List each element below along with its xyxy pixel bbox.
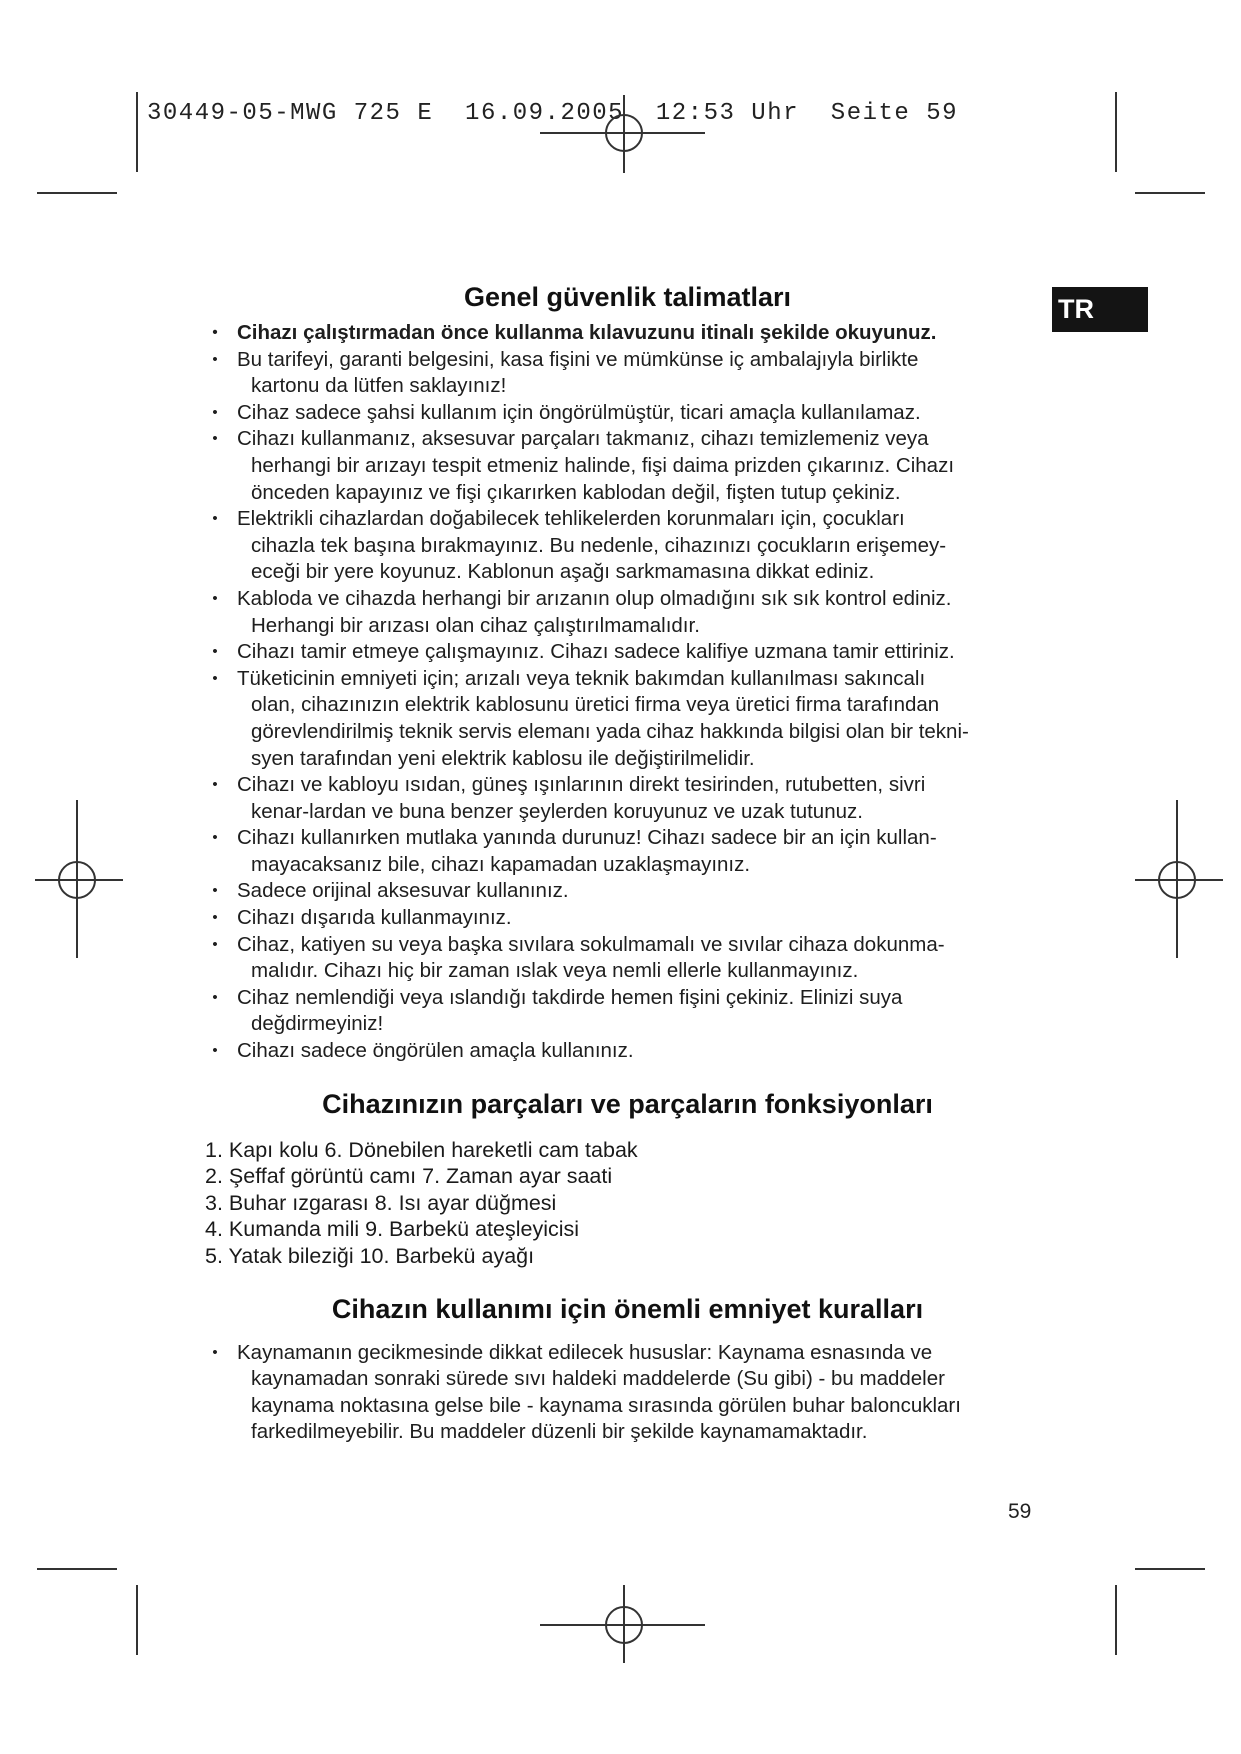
list-item: • Elektrikli cihazlardan doğabilecek tehlikelerden korunmaları için, çocukları cihazla tek başına bırakmayınız. Bu nedenle, cihazınızı çocukların erişemey- eceği bir yere koyunuz. Kablonun aşağı sarkmamasına dikkat ediniz. <box>205 506 1050 586</box>
registration-mark-bottom-icon <box>540 1585 710 1665</box>
list-item: 5. Yatak bileziği 10. Barbekü ayağı <box>205 1244 535 1268</box>
registration-mark-top-icon <box>540 95 710 175</box>
print-slug: 30449-05-MWG 725 E 16.09.2005 12:53 Uhr Seite 59 <box>147 100 959 127</box>
crop-mark-top-right-vertical <box>1115 92 1117 172</box>
section-title-parts: Cihazınızın parçaları ve parçaların fonksiyonları <box>322 1088 933 1119</box>
page-number: 59 <box>1008 1500 1032 1523</box>
crop-mark-bottom-left-vertical <box>136 1585 138 1655</box>
list-item: 3. Buhar ızgarası 8. Isı ayar düğmesi <box>205 1190 557 1215</box>
list-item: • Tüketicinin emniyeti için; arızalı veya teknik bakımdan kullanılması sakıncalı olan, cihazınızın elektrik kablosunu üretici firma veya üretici firma tarafından görevlendirilmiş teknik servis elemanı yada cihaz hakkında bilgisi olan bir tekni- syen tarafından yeni elektrik kablosu ile değiştirilmelidir. <box>205 666 1050 772</box>
section-title-usage: Cihazın kullanımı için önemli emniyet kuralları <box>331 1293 924 1324</box>
safety-list <box>205 320 1050 1065</box>
crop-mark-bottom-left-horizontal <box>37 1568 117 1570</box>
list-item: • Cihaz sadece şahsi kullanım için öngörülmüştür, ticari amaçla kullanılamaz. <box>205 400 1050 427</box>
list-item: • Kabloda ve cihazda herhangi bir arızanın olup olmadığını sık sık kontrol ediniz. Herhangi bir arızası olan cihaz çalıştırılmamalıdır. <box>205 586 1050 639</box>
list-item: • Cihaz nemlendiği veya ıslandığı takdirde hemen fişini çekiniz. Elinizi suya değdirmeyiniz! <box>205 985 1050 1038</box>
crop-mark-top-left-horizontal <box>37 192 117 194</box>
list-item: 4. Kumanda mili 9. Barbekü ateşleyicisi <box>205 1217 580 1242</box>
registration-mark-left-icon <box>35 800 125 960</box>
page-content <box>205 280 1050 1446</box>
list-item: • Kaynamanın gecikmesinde dikkat edilecek hususlar: Kaynama esnasında ve kaynamadan sonraki sürede sıvı haldeki maddelerde (Su gibi) - bu maddeler kaynama noktasına gelse bile - kaynama sırasında görülen buhar baloncukları farkedilmeyebilir. Bu maddeler düzenli bir şekilde kaynamamaktadır. <box>205 1340 1050 1446</box>
list-item: • Cihaz, katiyen su veya başka sıvılara sokulmamalı ve sıvılar cihaza dokunma- malıdır. Cihazı hiç bir zaman ıslak veya nemli ellerle kullanmayınız. <box>205 932 1050 985</box>
list-item: • Cihazı ve kabloyu ısıdan, güneş ışınlarının direkt tesirinden, rutubetten, sivri kenar-lardan ve buna benzer şeylerden koruyunuz ve uzak tutunuz. <box>205 772 1050 825</box>
list-item: • Cihazı tamir etmeye çalışmayınız. Cihazı sadece kalifiye uzmana tamir ettiriniz. <box>205 639 1050 666</box>
list-item: • Cihazı çalıştırmadan önce kullanma kılavuzunu itinalı şekilde okuyunuz. <box>205 320 1050 347</box>
list-item: • Cihazı sadece öngörülen amaçla kullanınız. <box>205 1038 1050 1065</box>
parts-list <box>205 1137 1050 1270</box>
crop-mark-top-right-horizontal <box>1135 192 1205 194</box>
list-item: • Cihazı dışarıda kullanmayınız. <box>205 905 1050 932</box>
language-tab: TR <box>1052 287 1148 332</box>
list-item: • Bu tarifeyi, garanti belgesini, kasa fişini ve mümkünse iç ambalajıyla birlikte kartonu da lütfen saklayınız! <box>205 347 1050 400</box>
crop-mark-bottom-right-horizontal <box>1135 1568 1205 1570</box>
list-item: • Cihazı kullanmanız, aksesuvar parçaları takmanız, cihazı temizlemeniz veya herhangi bir arızayı tespit etmeniz halinde, fişi daima prizden çıkarınız. Cihazı önceden kapayınız ve fişi çıkarırken kablodan değil, fişten tutup çekiniz. <box>205 426 1050 506</box>
section-title-safety: Genel güvenlik talimatları <box>463 282 792 312</box>
list-item: 1. Kapı kolu 6. Dönebilen hareketli cam tabak <box>205 1137 638 1162</box>
crop-mark-top-left-vertical <box>136 92 138 172</box>
crop-mark-bottom-right-vertical <box>1115 1585 1117 1655</box>
usage-list <box>205 1340 1050 1446</box>
registration-mark-right-icon <box>1135 800 1225 960</box>
list-item: 2. Şeffaf görüntü camı 7. Zaman ayar saati <box>205 1164 613 1189</box>
list-item: • Cihazı kullanırken mutlaka yanında durunuz! Cihazı sadece bir an için kullan- mayacaksanız bile, cihazı kapamadan uzaklaşmayınız. <box>205 825 1050 878</box>
list-item: • Sadece orijinal aksesuvar kullanınız. <box>205 878 1050 905</box>
